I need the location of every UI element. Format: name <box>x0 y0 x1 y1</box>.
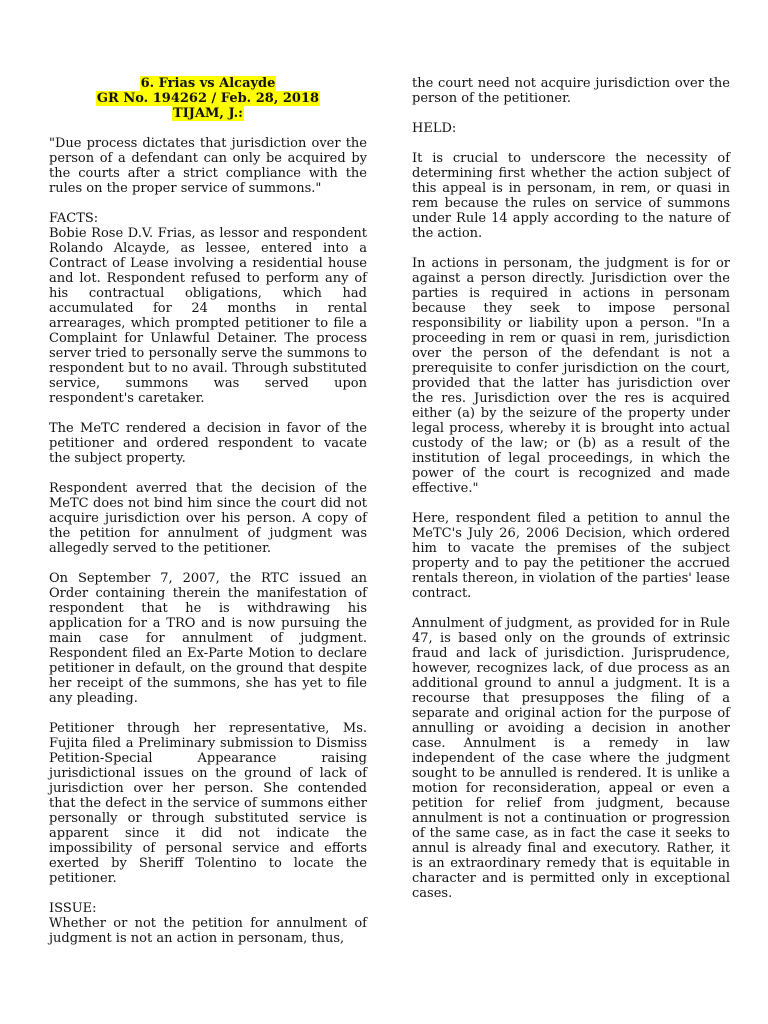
ponente: TIJAM, J.: <box>173 106 243 121</box>
issue-text-end: the court need not acquire jurisdiction over the person of the petitioner. <box>412 76 730 106</box>
right-column <box>412 76 730 916</box>
issue-text-start: Whether or not the petition for annulment of judgment is not an action in personam, thus, <box>49 916 367 946</box>
case-heading <box>49 76 367 121</box>
held-paragraph-4: Annulment of judgment, as provided for in Rule 47, is based only on the grounds of extrinsic fraud and lack of jurisdiction. Jurisprudence, however, recognizes lack, of due process as an additional ground to annul a judgment. It is a recourse that presupposes the filing of a separate and original action for the purpose of annulling or avoiding a decision in another case. Annulment is a remedy in law independent of the case where the judgment sought to be annulled is rendered. It is unlike a motion for reconsideration, appeal or even a petition for relief from judgment, because annulment is not a continuation or progression of the same case, as in fact the case it seeks to annul is already final and executory. Rather, it is an extraordinary remedy that is equitable in character and is permitted only in exceptional cases. <box>412 616 730 901</box>
facts-paragraph-1: Bobie Rose D.V. Frias, as lessor and respondent Rolando Alcayde, as lessee, entered into a Contract of Lease involving a residential house and lot. Respondent refused to perform any of his contractual obligations, which had accumulated for 24 months in rental arrearages, which prompted petitioner to file a Complaint for Unlawful Detainer. The process server tried to personally serve the summons to respondent but to no avail. Through substituted service, summons was served upon respondent's caretaker. <box>49 226 367 406</box>
facts-paragraph-2: The MeTC rendered a decision in favor of the petitioner and ordered respondent to vacate the subject property. <box>49 421 367 466</box>
held-paragraph-3: Here, respondent filed a petition to annul the MeTC's July 26, 2006 Decision, which ordered him to vacate the premises of the subject property and to pay the petitioner the accrued rentals thereon, in violation of the parties' lease contract. <box>412 511 730 601</box>
held-paragraph-1: It is crucial to underscore the necessity of determining first whether the action subject of this appeal is in personam, in rem, or quasi in rem because the rules on service of summons under Rule 14 apply according to the nature of the action. <box>412 151 730 241</box>
gr-number-date: GR No. 194262 / Feb. 28, 2018 <box>96 91 320 106</box>
facts-paragraph-5: Petitioner through her representative, Ms. Fujita filed a Preliminary submission to Dismiss Petition-Special Appearance raising jurisdictional issues on the ground of lack of jurisdiction over her person. She contended that the defect in the service of summons either personally or through substituted service is apparent since it did not indicate the impossibility of personal service and efforts exerted by Sheriff Tolentino to locate the petitioner. <box>49 721 367 886</box>
left-column <box>49 76 367 946</box>
facts-label: FACTS: <box>49 211 99 226</box>
facts-paragraph-4: On September 7, 2007, the RTC issued an Order containing therein the manifestation of respondent that he is withdrawing his application for a TRO and is now pursuing the main case for annulment of judgment. Respondent filed an Ex-Parte Motion to declare petitioner in default, on the ground that despite her receipt of the summons, she has yet to file any pleading. <box>49 571 367 706</box>
held-label: HELD: <box>412 121 457 136</box>
doctrine-quote: "Due process dictates that jurisdiction over the person of a defendant can only be acquired by the courts after a strict compliance with the rules on the proper service of summons." <box>49 136 367 196</box>
case-title: 6. Frias vs Alcayde <box>140 76 276 91</box>
issue-label: ISSUE: <box>49 901 97 916</box>
facts-paragraph-3: Respondent averred that the decision of the MeTC does not bind him since the court did not acquire jurisdiction over his person. A copy of the petition for annulment of judgment was allegedly served to the petitioner. <box>49 481 367 556</box>
held-paragraph-2: In actions in personam, the judgment is for or against a person directly. Jurisdiction over the parties is required in actions in personam because they seek to impose personal responsibility or liability upon a person. "In a proceeding in rem or quasi in rem, jurisdiction over the person of the defendant is not a prerequisite to confer jurisdiction on the court, provided that the latter has jurisdiction over the res. Jurisdiction over the res is acquired either (a) by the seizure of the property under legal process, whereby it is brought into actual custody of the law; or (b) as a result of the institution of legal proceedings, in which the power of the court is recognized and made effective." <box>412 256 730 496</box>
